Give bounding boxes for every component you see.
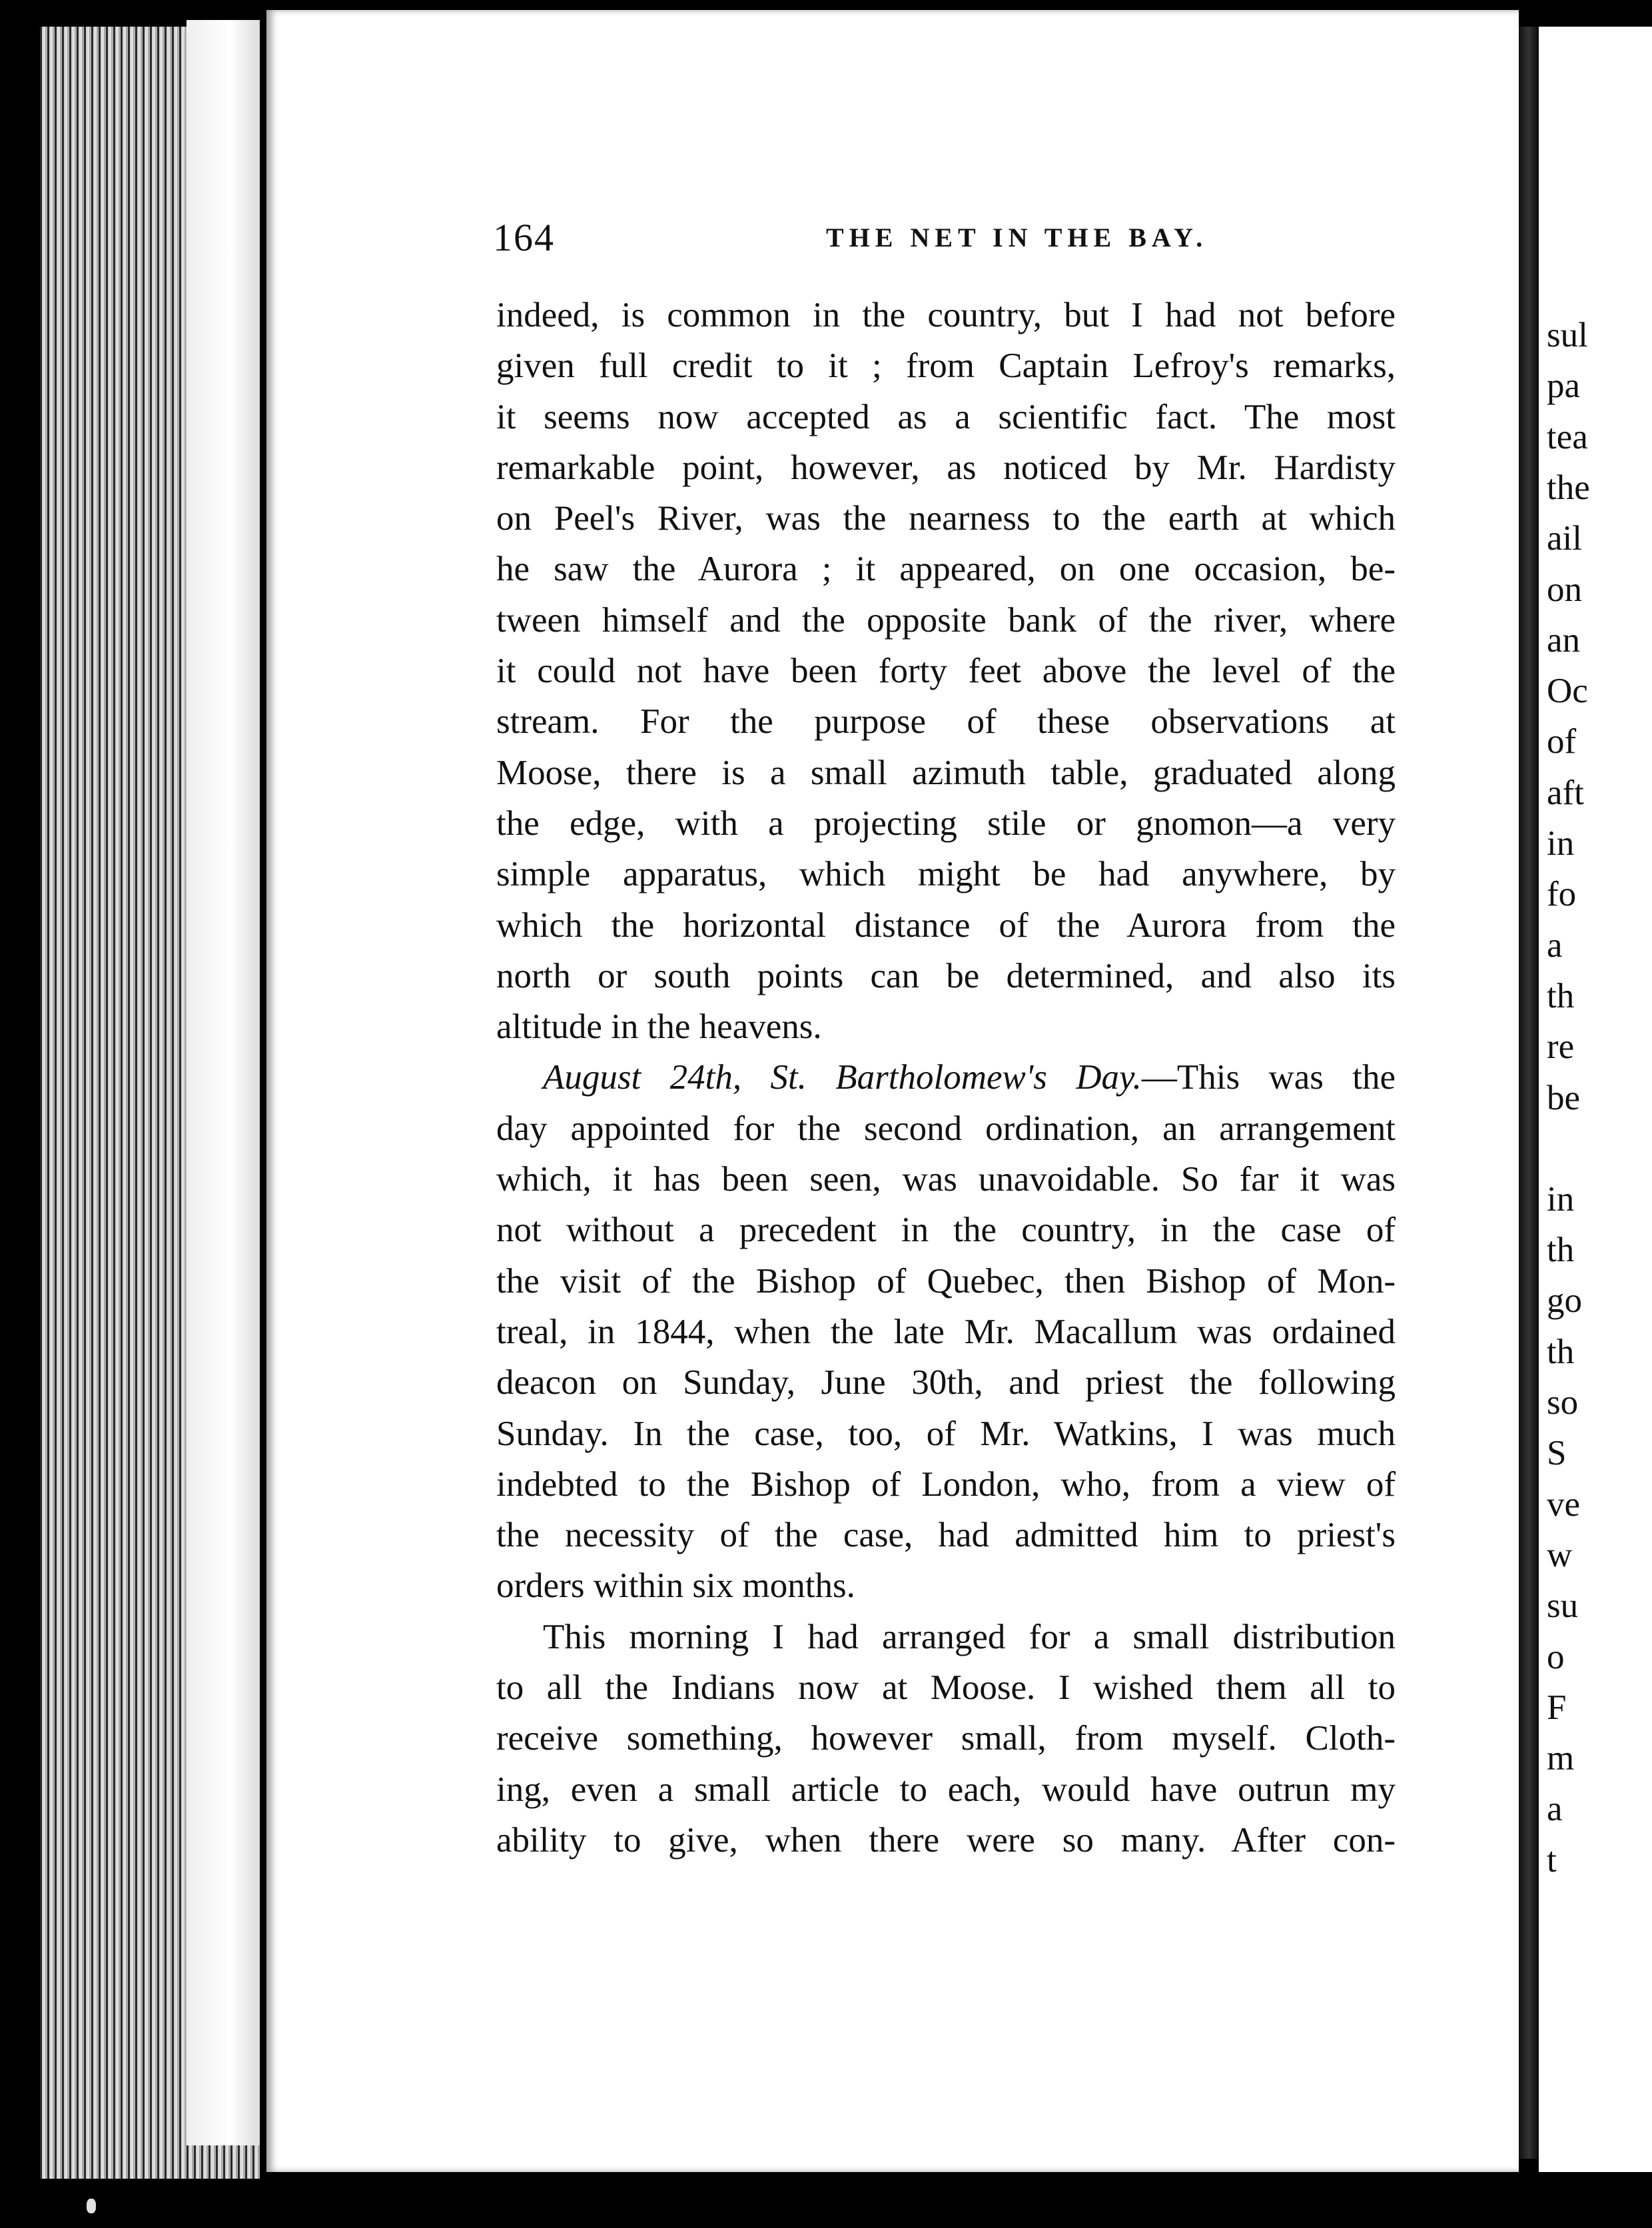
text-line: day appointed for the second ordination, an arrangement xyxy=(496,1109,1396,1148)
dust-speck xyxy=(87,2199,96,2213)
facing-page-text-fragment: fo xyxy=(1547,875,1577,914)
text-line: which the horizontal distance of the Aurora from the xyxy=(496,905,1396,945)
facing-page-text-fragment: an xyxy=(1547,620,1581,660)
facing-page-text-fragment: be xyxy=(1547,1078,1581,1117)
date-heading: August 24th, St. Bartholomew's Day. xyxy=(543,1058,1142,1097)
text-line: This morning I had arranged for a small distribution xyxy=(543,1617,1396,1656)
text-line: treal, in 1844, when the late Mr. Macallum was ordained xyxy=(496,1312,1396,1351)
text-line: it could not have been forty feet above the level of the xyxy=(496,652,1396,691)
book-page xyxy=(266,10,1519,2172)
facing-page-text-fragment: Oc xyxy=(1547,672,1588,711)
facing-page-text-fragment: ve xyxy=(1547,1484,1581,1524)
text-line: it seems now accepted as a scientific fact. The most xyxy=(496,397,1396,436)
facing-page-text-fragment: re xyxy=(1547,1027,1575,1067)
text-line: north or south points can be determined, and also its xyxy=(496,956,1396,995)
facing-page-text-fragment: o xyxy=(1547,1637,1565,1676)
facing-page-text-fragment: S xyxy=(1547,1434,1567,1473)
facing-page-text-fragment: in xyxy=(1547,824,1575,863)
text-line: receive something, however small, from myself. Cloth- xyxy=(496,1719,1396,1758)
text-line: orders within six months. xyxy=(496,1566,855,1606)
facing-page-text-fragment: go xyxy=(1547,1281,1582,1321)
facing-page-text-fragment: t xyxy=(1547,1840,1557,1880)
text-fragment: —This was the xyxy=(1141,1058,1396,1097)
text-line: deacon on Sunday, June 30th, and priest the following xyxy=(496,1363,1396,1402)
text-line: altitude in the heavens. xyxy=(496,1007,822,1047)
book-gutter xyxy=(1519,27,1539,2159)
text-line: the visit of the Bishop of Quebec, then Bishop of Mon- xyxy=(496,1261,1396,1301)
text-line: tween himself and the opposite bank of the river, where xyxy=(496,600,1396,640)
facing-page-text-fragment: th xyxy=(1547,1231,1575,1270)
facing-page-text-fragment: sul xyxy=(1547,316,1588,354)
page-header xyxy=(493,203,1492,263)
paragraph-opening-line xyxy=(496,1052,1396,1103)
text-line: indeed, is common in the country, but I had not before xyxy=(496,296,1396,334)
text-line: indebted to the Bishop of London, who, from a view of xyxy=(496,1464,1396,1504)
text-line: remarkable point, however, as noticed by Mr. Hardisty xyxy=(496,448,1396,487)
facing-page-text-fragment: m xyxy=(1547,1739,1575,1778)
text-line: ability to give, when there were so many. After con- xyxy=(496,1820,1396,1860)
text-line: stream. For the purpose of these observations at xyxy=(496,702,1396,742)
body-text xyxy=(496,290,1396,1866)
facing-page-text-fragment: ail xyxy=(1547,519,1582,558)
facing-page-text-fragment: in xyxy=(1547,1179,1575,1219)
page-bottom-shadow xyxy=(266,2172,1652,2228)
page-number: 164 xyxy=(493,216,555,259)
text-line: he saw the Aurora ; it appeared, on one occasion, be- xyxy=(496,550,1396,589)
facing-page-text-fragment: pa xyxy=(1547,366,1581,406)
facing-page-text-fragment: aft xyxy=(1547,773,1584,812)
text-line: to all the Indians now at Moose. I wished them all to xyxy=(496,1668,1396,1708)
text-line: simple apparatus, which might be had anywhere, by xyxy=(496,855,1396,894)
text-line: the edge, with a projecting stile or gnomon—a very xyxy=(496,804,1396,843)
text-line: ing, even a small article to each, would have outrun my xyxy=(496,1770,1396,1809)
text-line: which, it has been seen, was unavoidable. So far it was xyxy=(496,1160,1396,1199)
facing-page-text-fragment: tea xyxy=(1547,417,1588,456)
facing-page-text-fragment: the xyxy=(1547,468,1590,507)
text-line: on Peel's River, was the nearness to the earth at which xyxy=(496,499,1396,538)
facing-page-text-fragment: on xyxy=(1547,570,1582,609)
text-line: given full credit to it ; from Captain Lefroy's remarks, xyxy=(496,346,1396,386)
facing-page-text-fragment: a xyxy=(1547,1790,1563,1829)
facing-page-text-fragment: of xyxy=(1547,722,1577,762)
facing-page-text-fragment: F xyxy=(1547,1688,1567,1727)
adjacent-page-fragment xyxy=(1539,27,1652,2179)
facing-page-text-fragment: so xyxy=(1547,1383,1579,1422)
facing-page-text-fragment: su xyxy=(1547,1586,1579,1626)
text-line: not without a precedent in the country, in the case of xyxy=(496,1211,1396,1250)
facing-page-text-fragment: th xyxy=(1547,976,1575,1015)
text-line: Sunday. In the case, too, of Mr. Watkins, I was much xyxy=(496,1414,1396,1453)
facing-page-text-fragment: w xyxy=(1547,1535,1573,1574)
running-title: THE NET IN THE BAY. xyxy=(826,223,1208,253)
page-edge-highlight xyxy=(187,20,260,2145)
facing-page-text-fragment: th xyxy=(1547,1332,1575,1371)
text-line: the necessity of the case, had admitted him to priest's xyxy=(496,1516,1396,1555)
facing-page-text-fragment: a xyxy=(1547,925,1563,965)
text-line: Moose, there is a small azimuth table, graduated along xyxy=(496,753,1396,792)
